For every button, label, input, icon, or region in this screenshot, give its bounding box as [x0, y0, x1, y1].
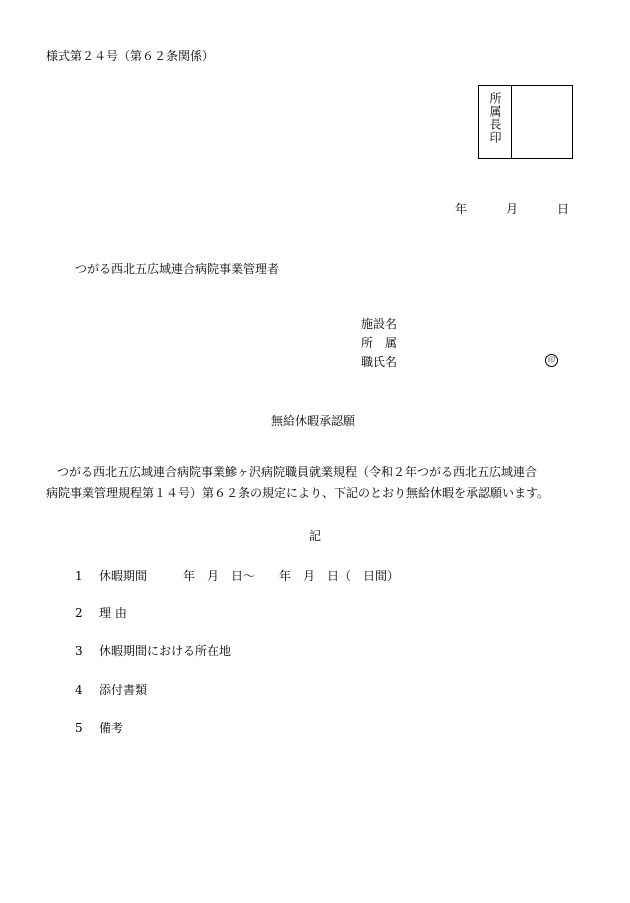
- facility-label: 施設名: [361, 317, 398, 331]
- item-location: 休暇期間における所在地: [99, 644, 232, 658]
- item-number: 5: [75, 721, 83, 735]
- date-month-label: 月: [506, 202, 519, 216]
- seal-stamp-area[interactable]: [512, 86, 572, 158]
- item-number: 1: [75, 569, 83, 583]
- date-year-label: 年: [455, 202, 468, 216]
- item-reason: 理 由: [99, 606, 127, 620]
- seal-box: [478, 85, 573, 159]
- body-line-2: 病院事業管理規程第１４号）第６２条の規定により、下記のとおり無給休暇を承認願います。: [46, 486, 550, 500]
- body-text: [46, 462, 591, 504]
- item-leave-period: 休暇期間 年 月 日〜 年 月 日（ 日間）: [99, 569, 400, 583]
- item-attachments: 添付書類: [99, 683, 148, 697]
- name-label: 職氏名: [361, 355, 398, 369]
- department-label: 所 属: [361, 336, 398, 350]
- body-line-1: つがる西北五広域連合病院事業鰺ヶ沢病院職員就業規程（令和２年つがる西北五広域連合: [57, 465, 538, 479]
- addressee: つがる西北五広域連合病院事業管理者: [75, 262, 280, 276]
- item-remarks: 備考: [99, 721, 124, 735]
- seal-box-label: 所属長印: [488, 92, 502, 144]
- seal-mark-icon: 印: [545, 354, 558, 367]
- date-day-label: 日: [557, 202, 570, 216]
- item-number: 2: [75, 606, 83, 620]
- item-number: 3: [75, 644, 83, 658]
- ki-marker: 記: [309, 529, 322, 543]
- item-number: 4: [75, 683, 83, 697]
- document-title: 無給休暇承認願: [271, 414, 356, 428]
- form-number: 様式第２４号（第６２条関係）: [46, 49, 215, 63]
